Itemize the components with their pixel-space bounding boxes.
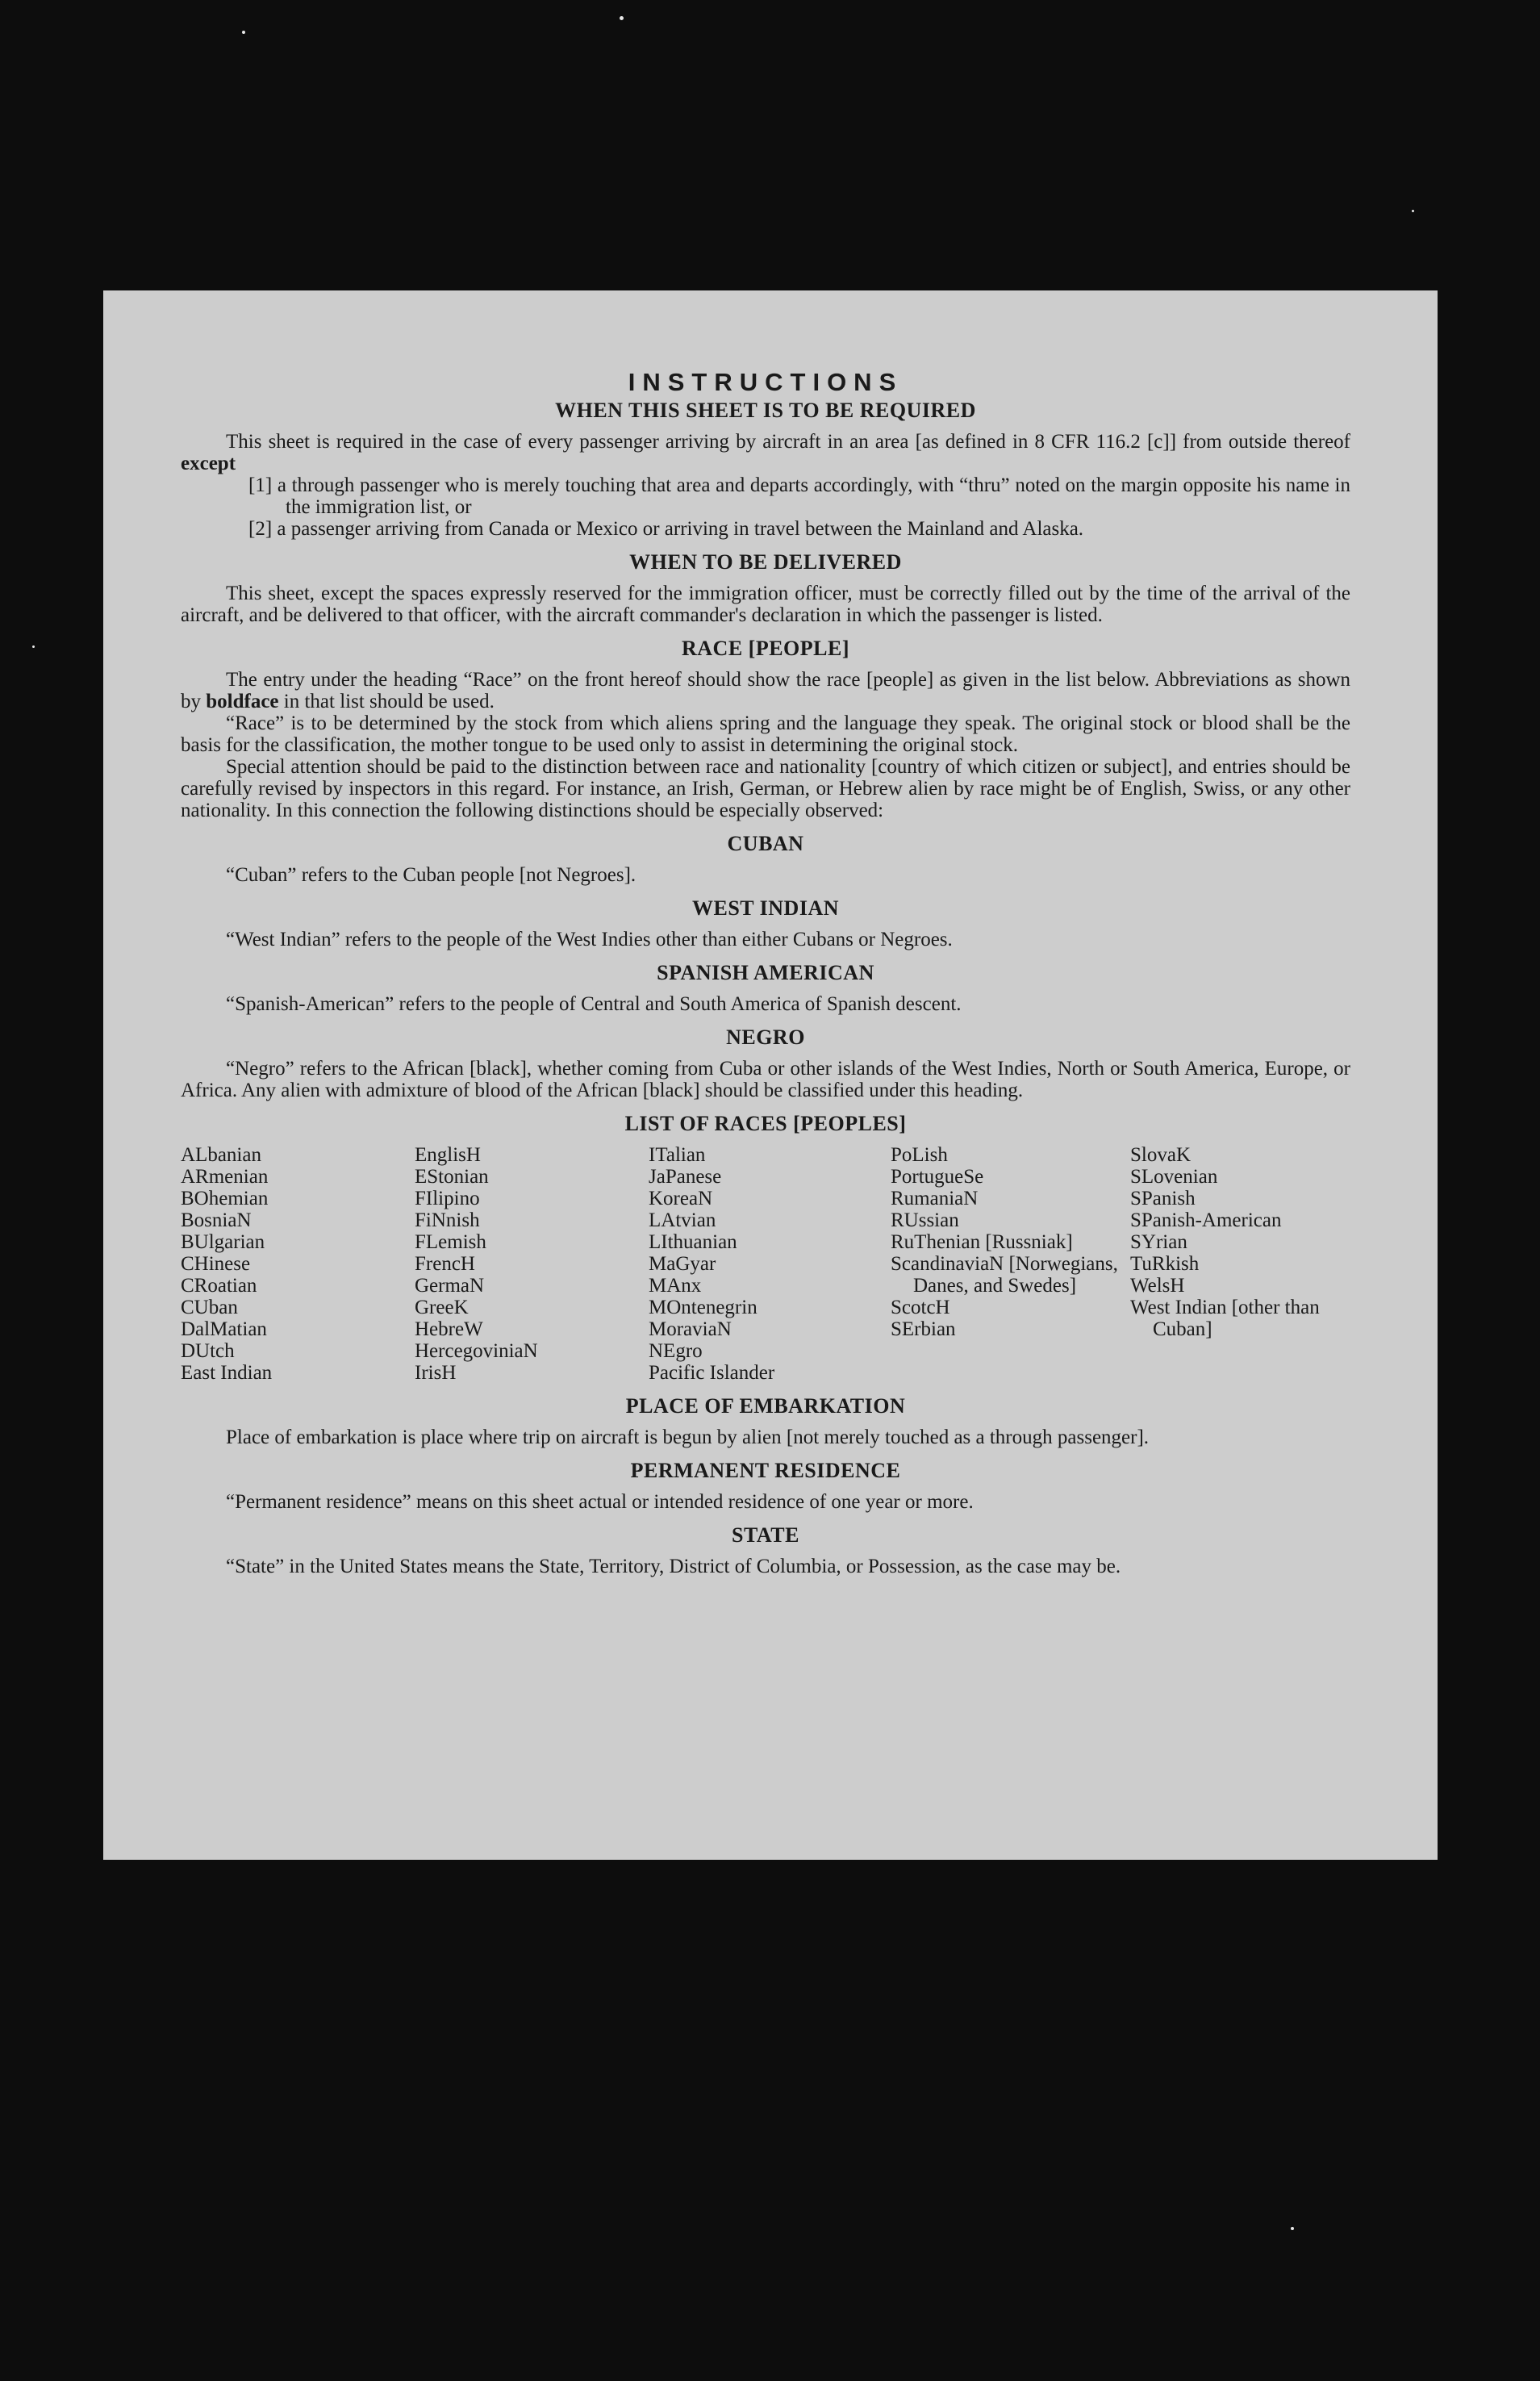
spanish-american-text: “Spanish-American” refers to the people of Central and South America of Spanish descent. [226,993,962,1015]
negro-text: “Negro” refers to the African [black], whether coming from Cuba or other islands of the West Indies, North or South America, Europe, or Africa. Any alien with admixture of blood of the African [black] should be classified under this heading. [181,1058,1350,1101]
instruction-sheet [103,290,1438,1860]
film-speck [1412,210,1414,212]
heading-negro: NEGRO [726,1026,805,1049]
race-item: CUban [181,1297,238,1318]
races-column-1 [181,1144,415,1384]
races-column-3 [649,1144,891,1384]
race-item: BUlgarian [181,1231,265,1253]
race-item: MoraviaN [649,1318,732,1340]
heading-cuban: CUBAN [727,832,804,855]
heading-race: RACE [PEOPLE] [682,637,849,660]
race-item: GreeK [415,1297,469,1318]
race-item: RuThenian [Russniak] [891,1231,1073,1253]
race-item: LAtvian [649,1209,716,1231]
race-item: RUssian [891,1209,959,1231]
place-of-embarkation-text: Place of embarkation is place where trip on aircraft is begun by alien [not merely touched as a through passenger]. [226,1427,1150,1448]
race-paragraph-3: Special attention should be paid to the distinction between race and nationality [country of which citizen or subject], and entries should be carefully revised by inspectors in this regard. For instance, an Irish, German, or Hebrew alien by race might be of English, Swiss, or any other nationality. In this connection the following distinctions should be especially observed: [181,756,1350,821]
film-speck [32,645,35,648]
race-item: CHinese [181,1253,251,1275]
race-item: GermaN [415,1275,485,1297]
when-required-intro-bold: except [181,453,236,474]
race-item: MaGyar [649,1253,716,1275]
race-p1-bold: boldface [206,691,279,712]
race-item: West Indian [other than Cuban] [1130,1297,1320,1340]
race-item: LIthuanian [649,1231,737,1253]
film-speck [620,16,624,20]
race-item: WelsH [1130,1275,1185,1297]
race-item: BOhemian [181,1188,269,1209]
when-required-condition-2: [2] a passenger arriving from Canada or Mexico or arriving in travel between the Mainland and Alaska. [248,518,1084,540]
race-item: SPanish [1130,1188,1196,1209]
race-item: SErbian [891,1318,956,1340]
when-required-intro [181,431,1350,474]
races-column-5 [1130,1144,1350,1384]
heading-when-delivered: WHEN TO BE DELIVERED [629,550,902,574]
race-item: Pacific Islander [649,1362,775,1384]
races-list [181,1144,1350,1384]
race-item: EnglisH [415,1144,481,1166]
when-delivered-text: This sheet, except the spaces expressly reserved for the immigration officer, must be correctly filled out by the time of the arrival of the aircraft, and be delivered to that officer, with the aircraft commander's declaration in which the passenger is listed. [181,583,1350,626]
permanent-residence-text: “Permanent residence” means on this sheet actual or intended residence of one year or more. [226,1491,974,1513]
race-item: SPanish-American [1130,1209,1282,1231]
race-item: SlovaK [1130,1144,1191,1166]
when-required-intro-text: This sheet is required in the case of every passenger arriving by aircraft in an area [as defined in 8 CFR 116.2 [c]] from outside thereof [226,431,1350,453]
race-item: East Indian [181,1362,273,1384]
race-item: RumaniaN [891,1188,979,1209]
heading-west-indian: WEST INDIAN [691,896,839,920]
state-text: “State” in the United States means the State, Territory, District of Columbia, or Possession, as the case may be. [226,1556,1121,1577]
race-item: NEgro [649,1340,703,1362]
race-item: BosniaN [181,1209,252,1231]
race-item: KoreaN [649,1188,713,1209]
races-column-4 [891,1144,1130,1384]
west-indian-text: “West Indian” refers to the people of the West Indies other than either Cubans or Negroes. [226,929,953,950]
race-item: FiNnish [415,1209,480,1231]
heading-permanent-residence: PERMANENT RESIDENCE [630,1459,901,1482]
race-item: DUtch [181,1340,235,1362]
race-item: FIlipino [415,1188,480,1209]
race-item: SLovenian [1130,1166,1218,1188]
race-item: SYrian [1130,1231,1187,1253]
heading-place-of-embarkation: PLACE OF EMBARKATION [625,1394,906,1418]
race-item: JaPanese [649,1166,722,1188]
race-item: EStonian [415,1166,489,1188]
race-paragraph-1 [181,669,1350,712]
document-title: INSTRUCTIONS [628,368,904,396]
heading-when-required: WHEN THIS SHEET IS TO BE REQUIRED [555,399,976,422]
race-item: HercegoviniaN [415,1340,538,1362]
race-paragraph-2: “Race” is to be determined by the stock from which aliens spring and the language they speak. The original stock or blood shall be the basis for the classification, the mother tongue to be used only to assist in determining the original stock. [181,712,1350,756]
race-p1-after: in that list should be used. [283,691,495,712]
heading-state: STATE [732,1523,799,1547]
race-item: ALbanian [181,1144,261,1166]
race-item: ScandinaviaN [Norwegians, Danes, and Swedes] [891,1253,1118,1297]
races-column-2 [415,1144,649,1384]
race-item: DalMatian [181,1318,267,1340]
race-item: MAnx [649,1275,702,1297]
race-item: PortugueSe [891,1166,984,1188]
cuban-text: “Cuban” refers to the Cuban people [not Negroes]. [226,864,636,886]
heading-list-of-races: LIST OF RACES [PEOPLES] [624,1112,907,1135]
race-item: CRoatian [181,1275,257,1297]
race-item: ARmenian [181,1166,269,1188]
race-item: MOntenegrin [649,1297,757,1318]
race-item: HebreW [415,1318,483,1340]
film-speck [242,31,245,34]
race-item: ITalian [649,1144,706,1166]
race-item: FrencH [415,1253,475,1275]
race-item: FLemish [415,1231,486,1253]
race-p1-before: The entry under the heading “Race” on the front hereof should show the race [people] as given in the list below. Abbreviations as shown by [181,669,1350,712]
race-item: PoLish [891,1144,948,1166]
heading-spanish-american: SPANISH AMERICAN [657,961,874,984]
race-item: TuRkish [1130,1253,1200,1275]
race-item: ScotcH [891,1297,950,1318]
race-item: IrisH [415,1362,457,1384]
when-required-condition-1: [1] a through passenger who is merely touching that area and departs accordingly, with “thru” noted on the margin opposite his name in the immigration list, or [248,474,1350,518]
film-speck [1291,2227,1294,2230]
